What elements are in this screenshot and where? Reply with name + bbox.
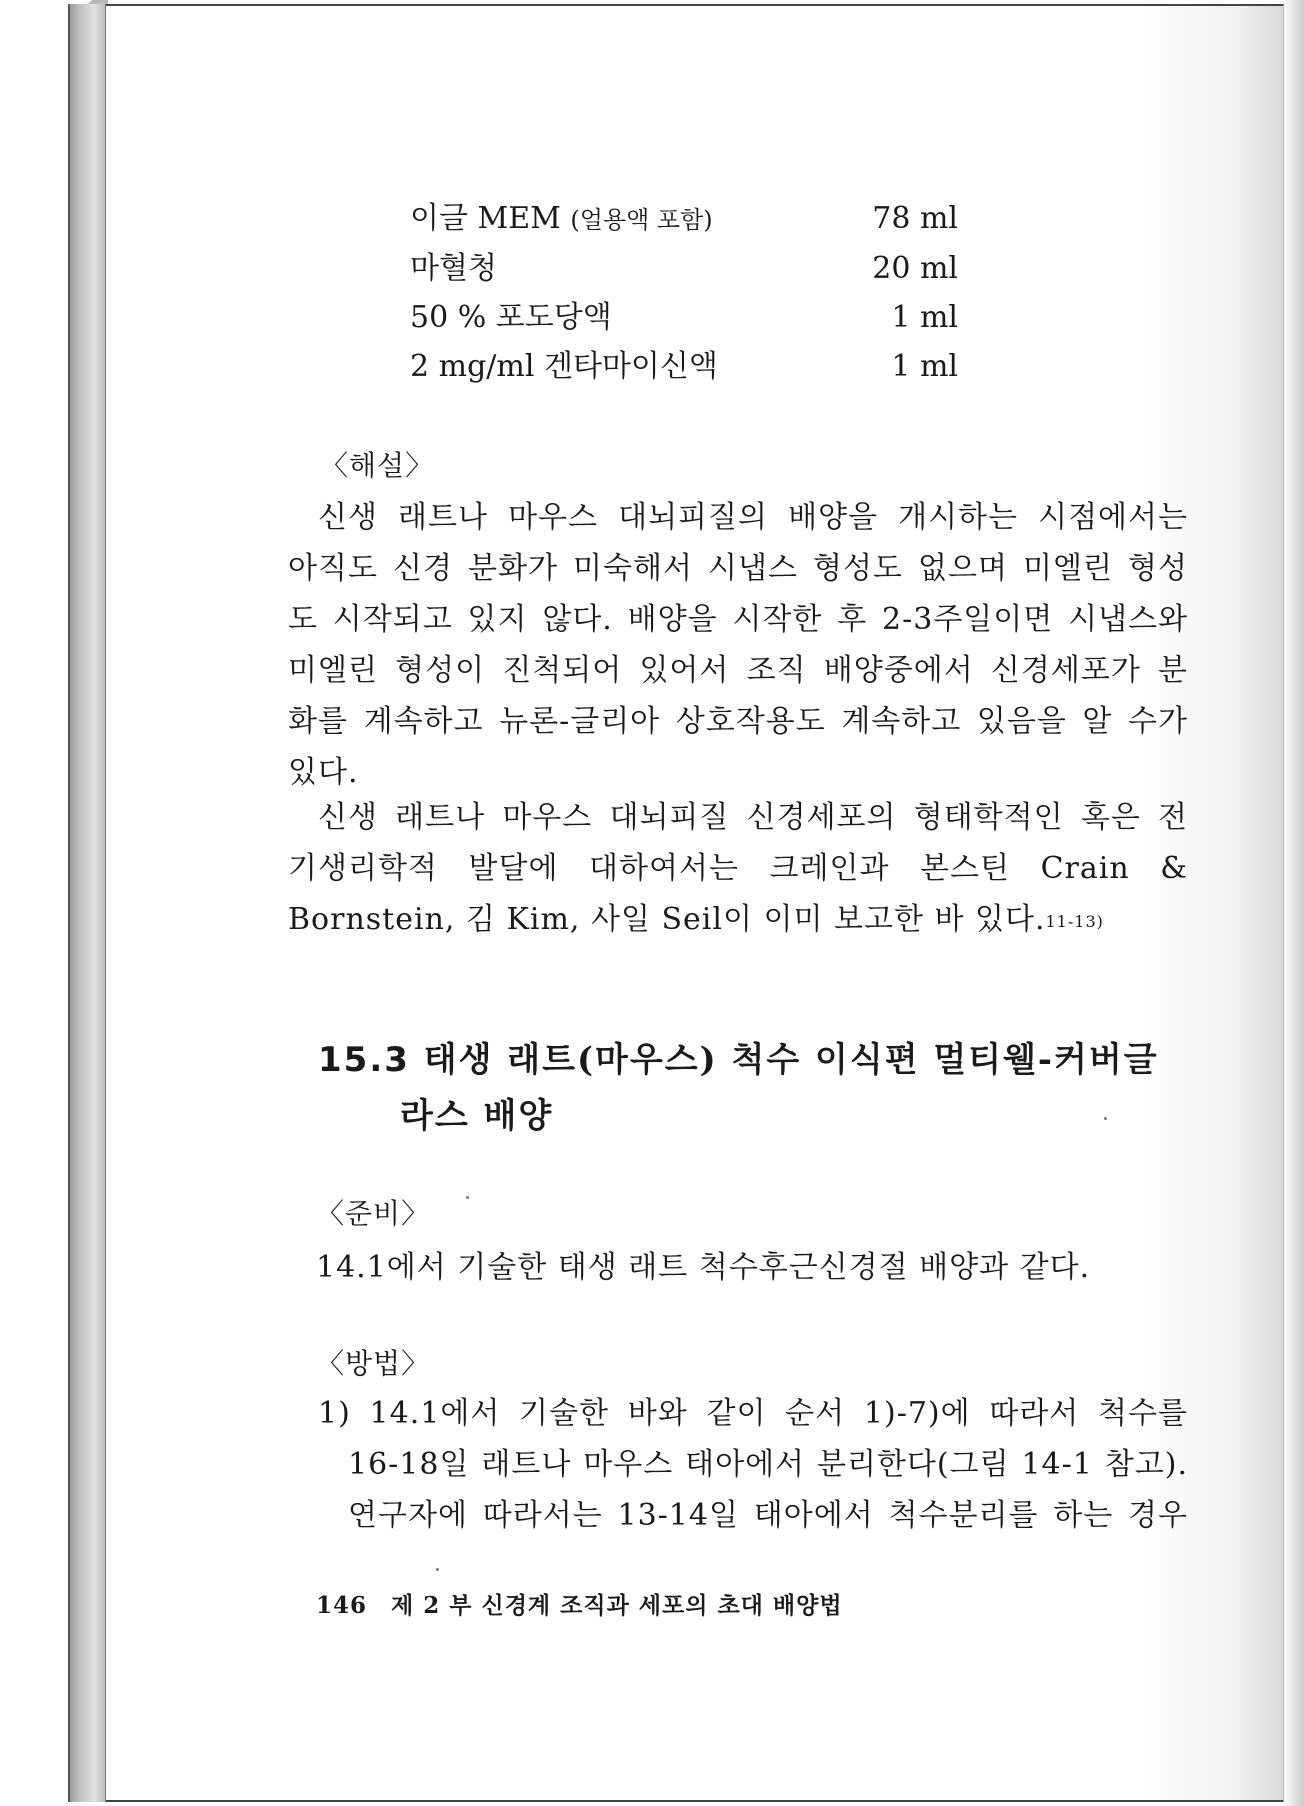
recipe-amount: 20 ml (872, 251, 958, 286)
commentary-label: 〈해설〉 (320, 449, 435, 482)
method-line: 연구자에 따라서는 13-14일 태아에서 척수분리를 하는 경우 (348, 1498, 1188, 1533)
preparation-text: 14.1에서 기술한 태생 래트 척수후근신경절 배양과 같다. (316, 1250, 1091, 1285)
book-spine (68, 4, 106, 1802)
text-line: 기생리학적 발달에 대하여서는 크레인과 본스틴 Crain & (288, 851, 1188, 886)
method-line: 1) 14.1에서 기술한 바와 같이 순서 1)-7)에 따라서 척수를 (318, 1396, 1188, 1431)
recipe-amount: 1 ml (891, 300, 958, 335)
method-list (318, 1388, 1188, 1541)
section-number: 15.3 (318, 1040, 410, 1080)
page-footer (316, 1590, 843, 1622)
method-label: 〈방법〉 (316, 1347, 431, 1380)
page-edge-shadow (1282, 0, 1304, 1806)
recipe-row (410, 345, 958, 389)
recipe-ingredient: 이글 MEM (얼용액 포함) (410, 201, 713, 236)
text-line: 아직도 신경 분화가 미숙해서 시냅스 형성도 없으며 미엘린 형성 (288, 551, 1188, 586)
section-heading (318, 1032, 1159, 1088)
recipe-ingredient: 50 % 포도당액 (410, 300, 612, 335)
scan-speck (436, 1568, 439, 1571)
text-line: 미엘린 형성이 진척되어 있어서 조직 배양중에서 신경세포가 분 (288, 653, 1188, 688)
recipe-ingredient: 2 mg/ml 겐타마이신액 (410, 349, 718, 384)
running-title: 제 2 부 신경계 조직과 세포의 초대 배양법 (391, 1592, 843, 1619)
method-line: 16-18일 래트나 마우스 태아에서 분리한다(그림 14-1 참고). (348, 1447, 1188, 1482)
text-line: 신생 래트나 마우스 대뇌피질 신경세포의 형태학적인 혹은 전 (318, 800, 1188, 835)
scan-speck (1104, 1117, 1107, 1120)
text-line: 있다. (288, 755, 359, 790)
scan-speck (466, 1196, 469, 1199)
text-line: 도 시작되고 있지 않다. 배양을 시작한 후 2-3주일이면 시냅스와 (288, 602, 1188, 637)
text-line: Bornstein, 김 Kim, 사일 Seil이 이미 보고한 바 있다.$^{11-13)}$ (288, 902, 1104, 937)
text-line: 신생 래트나 마우스 대뇌피질의 배양을 개시하는 시점에서는 (318, 500, 1188, 535)
text-line: 화를 계속하고 뉴론-글리아 상호작용도 계속하고 있음을 알 수가 (288, 704, 1188, 739)
recipe-row (410, 197, 958, 241)
recipe-row (410, 247, 958, 291)
commentary-paragraph-2 (288, 792, 1188, 945)
page-number: 146 (316, 1592, 368, 1619)
recipe-amount: 78 ml (872, 201, 958, 236)
recipe-amount: 1 ml (891, 349, 958, 384)
section-title-line-2: 라스 배양 (400, 1096, 554, 1136)
recipe-row (410, 296, 958, 340)
preparation-label: 〈준비〉 (316, 1197, 431, 1230)
commentary-paragraph-1 (288, 492, 1188, 798)
recipe-ingredient: 마혈청 (410, 251, 497, 286)
citation-reference: 11-13) (1045, 912, 1104, 931)
section-title-line-1: 태생 래트(마우스) 척수 이식편 멀티웰-커버글 (423, 1040, 1159, 1080)
recipe-ingredient-note: (얼용액 포함) (570, 206, 713, 234)
